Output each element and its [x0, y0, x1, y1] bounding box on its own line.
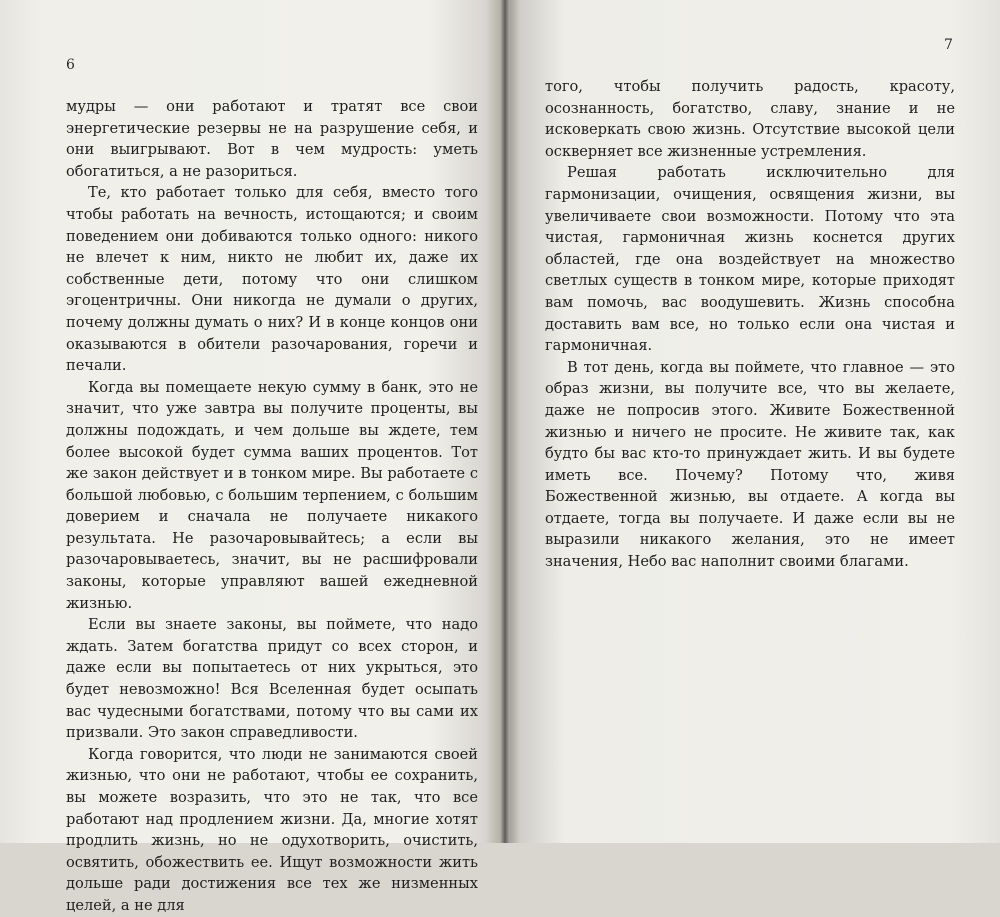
left-page-number: 6	[66, 57, 75, 73]
right-page-number: 7	[944, 37, 953, 53]
paragraph: Решая работать исключительно для гармонизации, очищения, освящения жизни, вы увеличиваете свои возможности. Потому что эта чистая, гармоничная жизнь коснется других областей, где она воздействует на множество светлых существ в тонком мире, которые приходят вам помочь, вас воодушевить. Жизнь способна доставить вам все, но только если она чистая и гармоничная.	[545, 164, 955, 355]
paragraph: В тот день, когда вы поймете, что главное — это образ жизни, вы получите все, что вы желаете, даже не попросив этого. Живите Божественной жизнью и ничего не просите. Не живите так, как будто бы вас кто-то принуждает жить. И вы будете иметь все. Почему? Потому что, живя Божественной жизнью, вы отдаете. А когда вы отдаете, тогда вы получаете. И даже если вы не выразили никакого желания, это не имеет значения, Небо вас наполнит своими благами.	[545, 358, 955, 571]
left-page-text	[66, 96, 478, 917]
right-page-text	[545, 76, 955, 573]
paragraph: Когда вы помещаете некую сумму в банк, это не значит, что уже завтра вы получите проценты, вы должны подождать, и чем дольше вы ждете, тем более высокой будет сумма ваших процентов. Тот же закон действует и в тонком мире. Вы работаете с большой любовью, с большим терпением, с большим доверием и сначала не получаете никакого результата. Не разочаровывайтесь; а если вы разочаровываетесь, значит, вы не расшифровали законы, которые управляют вашей ежедневной жизнью.	[66, 378, 478, 612]
paragraph: Если вы знаете законы, вы поймете, что надо ждать. Затем богатства придут со всех сторон, и даже если вы попытаетесь от них укрыться, это будет невозможно! Вся Вселенная будет осыпать вас чудесными богатствами, потому что вы сами их призвали. Это закон справедливости.	[66, 616, 478, 742]
paragraph: того, чтобы получить радость, красоту, осознанность, богатство, славу, знание и не исковеркать свою жизнь. Отсутствие высокой цели оскверняет все жизненные устремления.	[545, 78, 955, 160]
book-gutter	[500, 0, 510, 843]
paragraph: мудры — они работают и тратят все свои энергетические резервы не на разрушение себя, и они выигрывают. Вот в чем мудрость: уметь обогатиться, а не разориться.	[66, 98, 478, 180]
paragraph: Те, кто работает только для себя, вместо того чтобы работать на вечность, истощаются; и своим поведением они добиваются только одного: никого не влечет к ним, никто не любит их, даже их собственные дети, потому что они слишком эгоцентричны. Они никогда не думали о других, почему должны думать о них? И в конце концов они оказываются в обители разочарования, горечи и печали.	[66, 184, 478, 375]
paragraph: Когда говорится, что люди не занимаются своей жизнью, что они не работают, чтобы ее сохранить, вы можете возразить, что это не так, что все работают над продлением жизни. Да, многие хотят продлить жизнь, но не одухотворить, очистить, освятить, обожествить ее. Ищут возможности жить дольше ради достижения все тех же низменных целей, а не для	[66, 745, 478, 914]
